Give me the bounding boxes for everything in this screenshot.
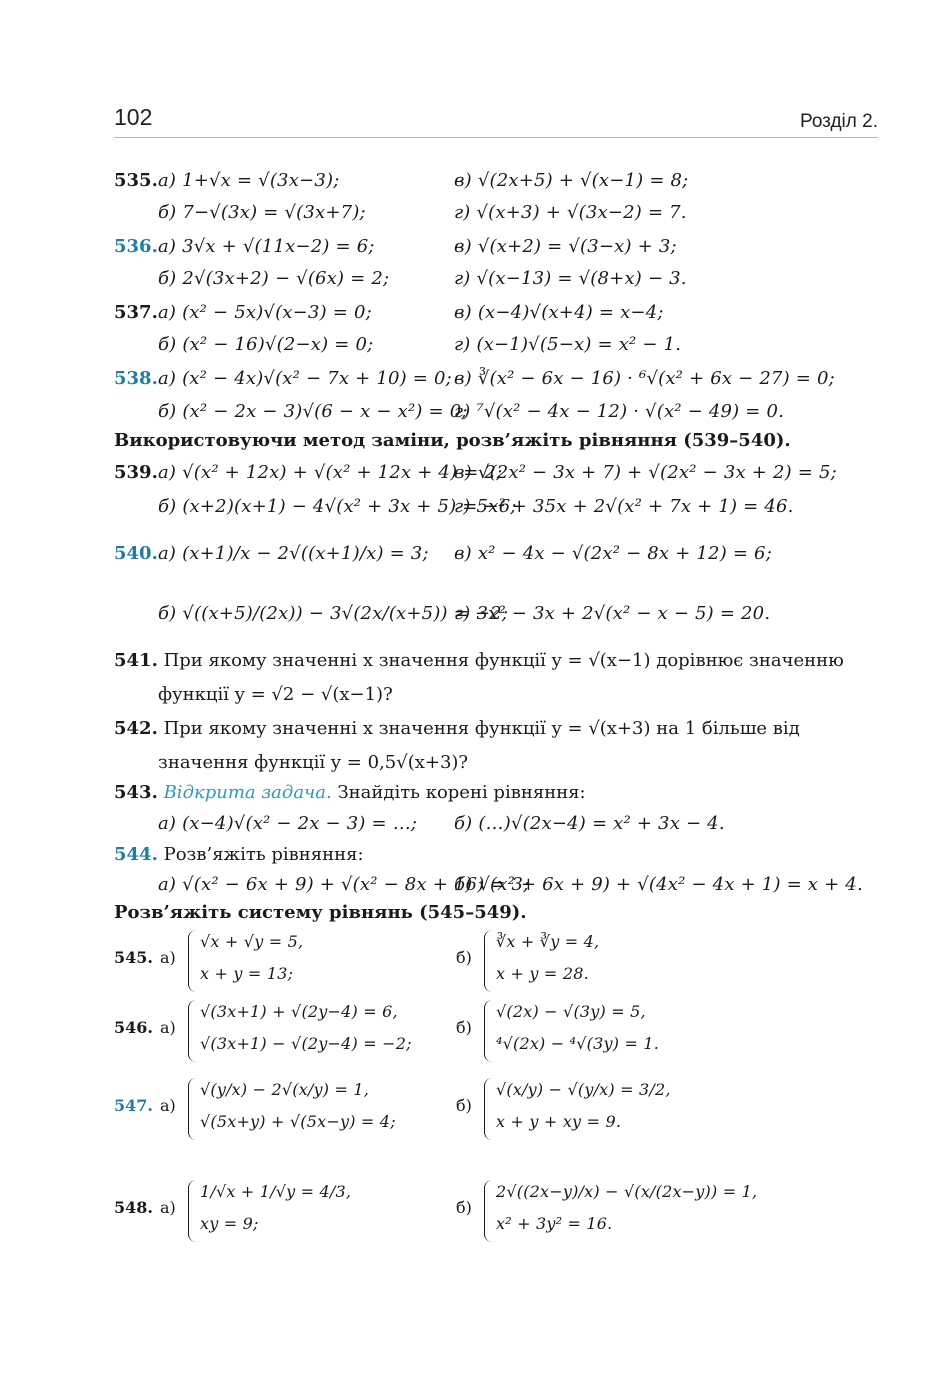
section-title: Розділ 2.: [799, 111, 878, 132]
problem-text: При якому значенні x значення функції y = √(x−1) дорівнює значенню: [163, 650, 844, 671]
equation-row: [114, 543, 772, 564]
equation-row: [114, 496, 794, 517]
part-label-b: б): [456, 1018, 472, 1037]
instruction-substitution: Використовуючи метод заміни, розв’яжіть рівняння (539–540).: [114, 430, 791, 451]
problem-541-line2: функції y = √2 − √(x−1)?: [158, 684, 393, 705]
problem-number: 536.: [114, 236, 158, 257]
part-label-b: б): [456, 1096, 472, 1115]
header-divider: [114, 137, 878, 138]
part-label-a: а): [160, 948, 176, 967]
part-label-a: а): [160, 1096, 176, 1115]
equation-a: б) 2√(3x+2) − √(6x) = 2;: [158, 268, 390, 289]
system-equation-2: √(5x+y) + √(5x−y) = 4;: [200, 1112, 396, 1131]
system-548: [114, 1180, 878, 1250]
system-brace: [484, 1180, 493, 1242]
equation-a: б) (x² − 16)√(2−x) = 0;: [158, 334, 374, 355]
problem-number: 545.: [114, 948, 153, 967]
equation-row: [114, 813, 725, 834]
problem-number: 537.: [114, 302, 158, 323]
equation-b: в) √(2x² − 3x + 7) + √(2x² − 3x + 2) = 5;: [454, 462, 837, 483]
equation-row: [114, 170, 688, 191]
equation-row: [114, 401, 784, 422]
system-equation-1: √x + √y = 5,: [200, 932, 304, 951]
page-number: 102: [114, 104, 153, 130]
system-equation-1: √(3x+1) + √(2y−4) = 6,: [200, 1002, 398, 1021]
problem-number: 541.: [114, 650, 158, 671]
equation-b: в) ∛(x² − 6x − 16) · ⁶√(x² + 6x − 27) = 0;: [454, 368, 835, 389]
equation-row: [114, 368, 835, 389]
problem-number: 535.: [114, 170, 158, 191]
equation-a: а) 3√x + √(11x−2) = 6;: [158, 236, 375, 257]
system-equation-2: ⁴√(2x) − ⁴√(3y) = 1.: [496, 1034, 660, 1053]
system-equation-1: ∛x + ∛y = 4,: [496, 932, 600, 951]
equation-a: а) (x+1)/x − 2√((x+1)/x) = 3;: [158, 543, 429, 564]
exercise-list: [114, 160, 878, 1310]
problem-541: [114, 650, 878, 672]
system-545: [114, 930, 878, 1000]
equation-a: б) (x+2)(x+1) − 4√(x² + 3x + 5) = −6;: [158, 496, 517, 517]
part-label-b: б): [456, 1198, 472, 1217]
system-brace: [484, 1078, 493, 1140]
problem-544: [114, 844, 878, 866]
system-equation-1: 2√((2x−y)/x) − √(x/(2x−y)) = 1,: [496, 1182, 758, 1201]
problem-number: 548.: [114, 1198, 153, 1217]
equation-a: а) (x² − 4x)√(x² − 7x + 10) = 0;: [158, 368, 452, 389]
system-equation-2: x + y + xy = 9.: [496, 1112, 622, 1131]
system-equation-2: x + y = 13;: [200, 964, 294, 983]
equation-a: а) (x² − 5x)√(x−3) = 0;: [158, 302, 372, 323]
system-546: [114, 1000, 878, 1070]
problem-542-line2: значення функції y = 0,5√(x+3)?: [158, 752, 469, 773]
system-brace: [484, 1000, 493, 1062]
equation-row: [114, 462, 837, 483]
problem-text: При якому значенні x значення функції y = √(x+3) на 1 більше від: [163, 718, 800, 739]
equation-b: б) (…)√(2x−4) = x² + 3x − 4.: [454, 813, 725, 834]
equation-a: а) √(x² − 6x + 9) + √(x² − 8x + 16) = 3;: [158, 874, 530, 895]
equation-a: б) 7−√(3x) = √(3x+7);: [158, 202, 366, 223]
equation-a: а) (x−4)√(x² − 2x − 3) = …;: [158, 813, 418, 834]
problem-number: 546.: [114, 1018, 153, 1037]
problem-number: 544.: [114, 844, 158, 865]
part-label-a: а): [160, 1018, 176, 1037]
equation-b: в) √(x+2) = √(3−x) + 3;: [454, 236, 677, 257]
equation-row: [114, 202, 687, 223]
part-label-b: б): [456, 948, 472, 967]
system-equation-2: x + y = 28.: [496, 964, 589, 983]
equation-a: а) 1+√x = √(3x−3);: [158, 170, 340, 191]
equation-b: г) 3x² − 3x + 2√(x² − x − 5) = 20.: [454, 603, 771, 624]
system-brace: [188, 1000, 197, 1062]
equation-a: б) (x² − 2x − 3)√(6 − x − x²) = 0;: [158, 401, 468, 422]
problem-number: 540.: [114, 543, 158, 564]
problem-number: 539.: [114, 462, 158, 483]
equation-b: в) (x−4)√(x+4) = x−4;: [454, 302, 664, 323]
problem-number: 543.: [114, 782, 158, 803]
equation-row: [114, 874, 863, 895]
problem-text: Знайдіть корені рівняння:: [337, 782, 586, 803]
equation-row: [114, 236, 677, 257]
part-label-a: а): [160, 1198, 176, 1217]
equation-row: [114, 334, 681, 355]
equation-b: в) √(2x+5) + √(x−1) = 8;: [454, 170, 689, 191]
equation-a: б) √((x+5)/(2x)) − 3√(2x/(x+5)) = −2;: [158, 603, 509, 624]
system-brace: [484, 930, 493, 992]
equation-b: г) √(x+3) + √(3x−2) = 7.: [454, 202, 687, 223]
instruction-systems: Розв’яжіть систему рівнянь (545–549).: [114, 902, 527, 923]
system-equation-1: √(2x) − √(3y) = 5,: [496, 1002, 646, 1021]
problem-542: [114, 718, 878, 740]
system-equation-2: √(3x+1) − √(2y−4) = −2;: [200, 1034, 412, 1053]
problem-number: 538.: [114, 368, 158, 389]
system-brace: [188, 1078, 197, 1140]
system-brace: [188, 930, 197, 992]
system-equation-1: √(x/y) − √(y/x) = 3/2,: [496, 1080, 671, 1099]
equation-b: г) √(x−13) = √(8+x) − 3.: [454, 268, 687, 289]
problem-number: 542.: [114, 718, 158, 739]
system-equation-2: x² + 3y² = 16.: [496, 1214, 613, 1233]
system-547: [114, 1078, 878, 1148]
system-brace: [188, 1180, 197, 1242]
equation-b: б) √(x² + 6x + 9) + √(4x² − 4x + 1) = x + 4.: [454, 874, 863, 895]
equation-row: [114, 268, 687, 289]
equation-b: г) ⁷√(x² − 4x − 12) · √(x² − 49) = 0.: [454, 401, 785, 422]
system-equation-2: xy = 9;: [200, 1214, 259, 1233]
equation-b: г) (x−1)√(5−x) = x² − 1.: [454, 334, 682, 355]
problem-text: Розв’яжіть рівняння:: [163, 844, 364, 865]
equation-b: в) x² − 4x − √(2x² − 8x + 12) = 6;: [454, 543, 772, 564]
equation-row: [114, 603, 770, 624]
system-equation-1: √(y/x) − 2√(x/y) = 1,: [200, 1080, 370, 1099]
equation-row: [114, 302, 664, 323]
open-task-label: Відкрита задача.: [163, 782, 332, 803]
problem-543: [114, 782, 878, 804]
problem-number: 547.: [114, 1096, 153, 1115]
system-equation-1: 1/√x + 1/√y = 4/3,: [200, 1182, 352, 1201]
equation-b: г) 5x² + 35x + 2√(x² + 7x + 1) = 46.: [454, 496, 794, 517]
equation-a: а) √(x² + 12x) + √(x² + 12x + 4) = 2;: [158, 462, 503, 483]
